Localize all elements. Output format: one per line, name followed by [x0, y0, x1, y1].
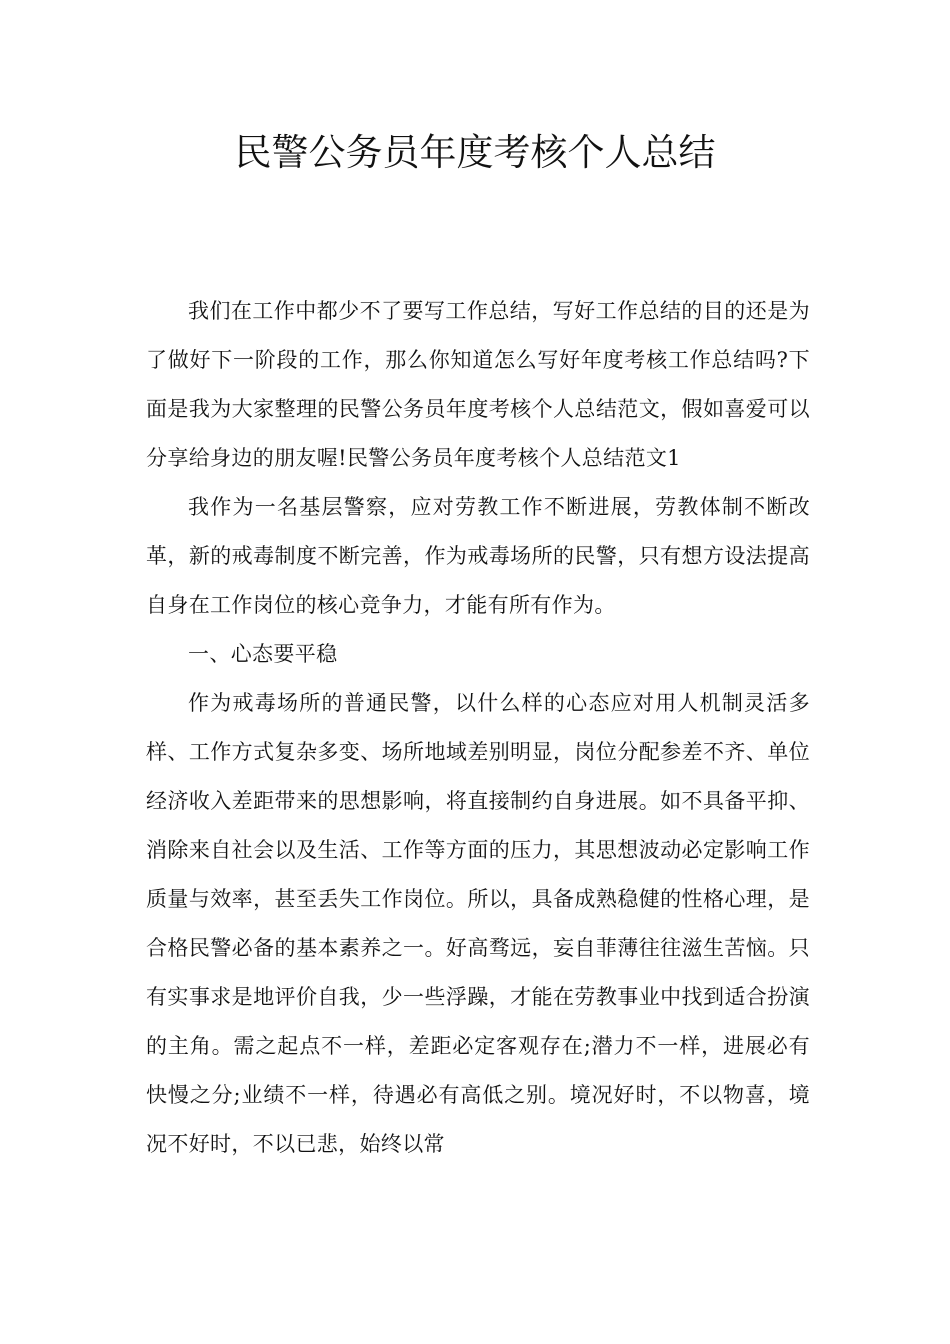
paragraph-section-one: 作为戒毒场所的普通民警，以什么样的心态应对用人机制灵活多样、工作方式复杂多变、场所地域差别明显，岗位分配参差不齐、单位经济收入差距带来的思想影响，将直接制约自身进展。如不具备平抑、消除来自社会以及生活、工作等方面的压力，其思想波动必定影响工作质量与效率，甚至丢失工作岗位。所以，具备成熟稳健的性格心理，是合格民警必备的基本素养之一。好高骛远，妄自菲薄往往滋生苦恼。只有实事求是地评价自我，少一些浮躁，才能在劳教事业中找到适合扮演的主角。需之起点不一样，差距必定客观存在;潜力不一样，进展必有快慢之分;业绩不一样，待遇必有高低之别。境况好时，不以物喜，境况不好时，不以已悲，始终以常	[146, 691, 810, 1156]
paragraph-intro: 我们在工作中都少不了要写工作总结，写好工作总结的目的还是为了做好下一阶段的工作，那么你知道怎么写好年度考核工作总结吗?下面是我为大家整理的民警公务员年度考核个人总结范文，假如喜爱可以分享给身边的朋友喔!民警公务员年度考核个人总结范文1	[146, 299, 810, 470]
paragraph-opening: 我作为一名基层警察，应对劳教工作不断进展，劳教体制不断改革，新的戒毒制度不断完善，作为戒毒场所的民警，只有想方设法提高自身在工作岗位的核心竞争力，才能有所有作为。	[146, 495, 810, 617]
section-heading: 一、心态要平稳	[188, 642, 338, 666]
document-title: 民警公务员年度考核个人总结	[234, 131, 716, 174]
document-body	[146, 287, 810, 1169]
